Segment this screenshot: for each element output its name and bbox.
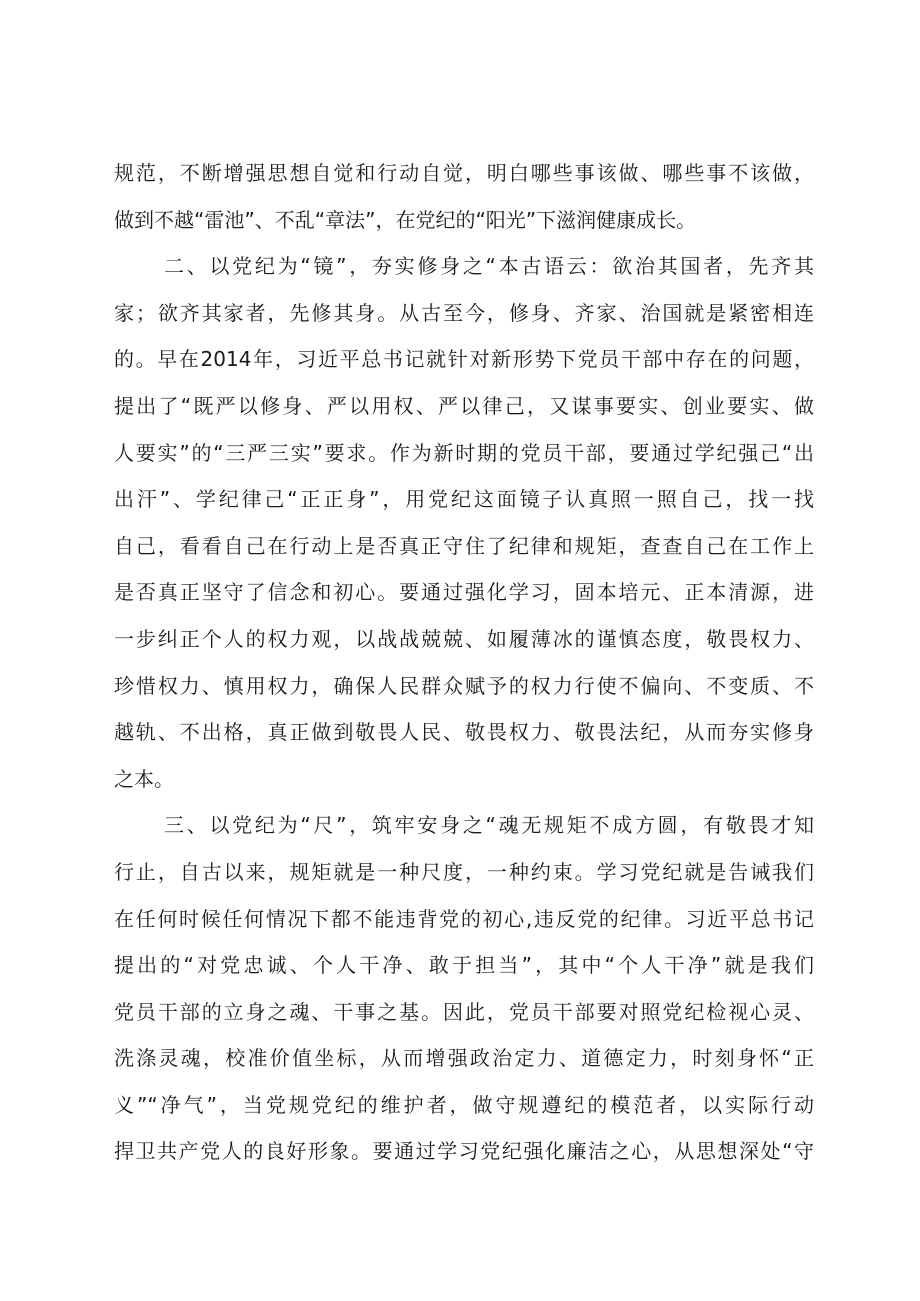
text-line: 之本。 bbox=[114, 766, 174, 791]
text-line: 洗涤灵魂，校准价值坐标，从而增强政治定力、道德定力，时刻身怀“正 bbox=[114, 1046, 814, 1071]
body-text bbox=[114, 150, 814, 1175]
text-line: 一步纠正个人的权力观，以战战兢兢、如履薄冰的谨慎态度，敬畏权力、 bbox=[114, 626, 814, 651]
text-line: 是否真正坚守了信念和初心。要通过强化学习，固本培元、正本清源，进 bbox=[114, 580, 814, 605]
text-line: 规范，不断增强思想自觉和行动自觉，明白哪些事该做、哪些事不该做， bbox=[114, 161, 814, 185]
text-line: 提出的“对党忠诚、个人干净、敢于担当”，其中“个人干净”就是我们 bbox=[114, 953, 814, 978]
text-line: 义”“净气”，当党规党纪的维护者，做守规遵纪的模范者，以实际行动 bbox=[114, 1092, 814, 1117]
text-line: 在任何时候任何情况下都不能违背党的初心,违反党的纪律。习近平总书记 bbox=[114, 906, 814, 931]
text-line: 提出了“既严以修身、严以用权、严以律己，又谋事要实、创业要实、做 bbox=[114, 393, 814, 418]
text-line: 捍卫共产党人的良好形象。要通过学习党纪强化廉洁之心，从思想深处“守 bbox=[114, 1139, 814, 1164]
text-line: 行止，自古以来，规矩就是一种尺度，一种约束。学习党纪就是告诫我们 bbox=[114, 859, 814, 884]
text-line: 自己，看看自己在行动上是否真正守住了纪律和规矩，查查自己在工作上 bbox=[114, 533, 814, 558]
text-line: 越轨、不出格，真正做到敬畏人民、敬畏权力、敬畏法纪，从而夯实修身 bbox=[114, 720, 814, 745]
text-line: 出汗”、学纪律己“正正身”，用党纪这面镜子认真照一照自己，找一找 bbox=[114, 487, 814, 512]
text-line: 珍惜权力、慎用权力，确保人民群众赋予的权力行使不偏向、不变质、不 bbox=[114, 673, 814, 698]
text-line: 家；欲齐其家者，先修其身。从古至今，修身、齐家、治国就是紧密相连 bbox=[114, 300, 814, 325]
text-line: 做到不越“雷池”、不乱“章法”，在党纪的“阳光”下滋润健康成长。 bbox=[114, 207, 697, 232]
text-line: 人要实”的“三严三实”要求。作为新时期的党员干部，要通过学纪强己“出 bbox=[114, 440, 814, 465]
text-line: 党员干部的立身之魂、干事之基。因此，党员干部要对照党纪检视心灵、 bbox=[114, 999, 814, 1024]
text-line: 的。早在2014年，习近平总书记就针对新形势下党员干部中存在的问题， bbox=[114, 347, 814, 372]
paragraph-start-line: 三、以党纪为“尺”，筑牢安身之“魂无规矩不成方圆，有敬畏才知 bbox=[164, 813, 814, 838]
paragraph-start-line: 二、以党纪为“镜”，夯实修身之“本古语云：欲治其国者，先齐其 bbox=[164, 254, 814, 279]
